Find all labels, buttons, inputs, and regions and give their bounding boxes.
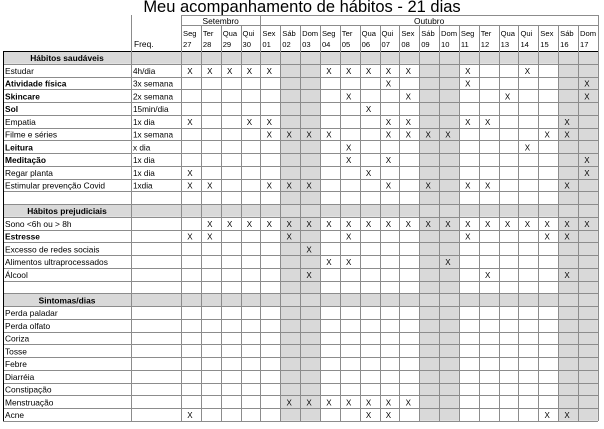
- day-weekday-label: Qua: [222, 29, 238, 38]
- check-mark: X: [246, 66, 253, 76]
- check-mark: X: [564, 270, 570, 280]
- frequency-value: 15min/dia: [133, 105, 169, 115]
- check-mark: X: [385, 79, 392, 89]
- check-mark: X: [187, 181, 193, 191]
- habit-label: Estudar: [5, 65, 34, 76]
- day-weekday-label: Seg: [321, 29, 336, 38]
- check-mark: X: [286, 232, 292, 242]
- check-mark: X: [485, 270, 491, 280]
- check-mark: X: [524, 219, 531, 229]
- check-mark: X: [385, 181, 392, 191]
- check-mark: X: [385, 117, 392, 127]
- day-number-label: 01: [262, 40, 271, 49]
- habit-label: Sol: [5, 104, 19, 115]
- day-number-label: 09: [421, 40, 430, 49]
- check-mark: X: [187, 117, 193, 127]
- day-number-label: 13: [500, 40, 510, 49]
- check-mark: X: [346, 156, 352, 166]
- check-mark: X: [584, 168, 590, 178]
- check-mark: X: [266, 117, 272, 127]
- check-mark: X: [445, 219, 451, 229]
- check-mark: X: [246, 219, 253, 229]
- habit-label: Regar planta: [5, 167, 53, 178]
- check-mark: X: [326, 398, 332, 408]
- day-weekday-label: Sex: [540, 29, 554, 38]
- day-weekday-label: Seg: [460, 29, 475, 38]
- day-number-label: 15: [540, 40, 549, 49]
- day-number-label: 29: [222, 40, 232, 49]
- check-mark: X: [346, 232, 352, 242]
- check-mark: X: [365, 411, 372, 421]
- check-mark: X: [544, 232, 550, 242]
- check-mark: X: [187, 66, 193, 76]
- day-weekday-label: Sáb: [421, 29, 435, 38]
- check-mark: X: [465, 79, 471, 89]
- check-mark: X: [286, 130, 292, 140]
- check-mark: X: [306, 245, 312, 255]
- habit-label: Excesso de redes sociais: [5, 244, 100, 255]
- check-mark: X: [405, 66, 411, 76]
- section-header: Hábitos prejudiciais: [27, 206, 107, 217]
- day-weekday-label: Seg: [183, 29, 197, 38]
- weekend-column: [419, 51, 439, 421]
- check-mark: X: [544, 130, 550, 140]
- day-number-label: 06: [361, 40, 371, 49]
- check-mark: X: [564, 232, 570, 242]
- sheet-title: Meu acompanhamento de hábitos - 21 dias: [143, 0, 461, 16]
- check-mark: X: [266, 130, 272, 140]
- check-mark: X: [187, 232, 193, 242]
- day-number-label: 17: [580, 40, 589, 49]
- habit-label: Diarréia: [5, 371, 35, 382]
- day-weekday-label: Ter: [341, 29, 353, 38]
- habit-label: Acne: [5, 410, 25, 421]
- check-mark: X: [226, 66, 233, 76]
- habit-label: Atividade física: [5, 78, 67, 89]
- check-mark: X: [544, 411, 550, 421]
- habit-label: Meditação: [5, 155, 46, 166]
- check-mark: X: [306, 219, 312, 229]
- check-mark: X: [207, 219, 213, 229]
- check-mark: X: [564, 411, 570, 421]
- check-mark: X: [306, 398, 312, 408]
- check-mark: X: [286, 219, 292, 229]
- day-number-label: 16: [560, 40, 569, 49]
- habit-label: Tosse: [5, 346, 27, 357]
- check-mark: X: [564, 130, 570, 140]
- day-weekday-label: Qua: [361, 29, 377, 38]
- section-header: Hábitos saudáveis: [30, 53, 104, 64]
- check-mark: X: [524, 143, 531, 153]
- day-weekday-label: Ter: [202, 29, 214, 38]
- day-number-label: 05: [341, 40, 351, 49]
- check-mark: X: [385, 156, 392, 166]
- weekend-column: [578, 51, 598, 421]
- day-weekday-label: Ter: [480, 29, 492, 38]
- habit-label: Perda olfato: [5, 320, 51, 331]
- check-mark: X: [346, 398, 352, 408]
- check-mark: X: [346, 66, 352, 76]
- check-mark: X: [564, 117, 570, 127]
- frequency-value: 3x semana: [133, 79, 174, 89]
- frequency-value: 1x dia: [133, 156, 155, 166]
- frequency-value: 1x dia: [133, 117, 155, 127]
- habit-label: Estresse: [5, 231, 40, 242]
- check-mark: X: [465, 117, 471, 127]
- day-number-label: 03: [302, 40, 311, 49]
- day-number-label: 04: [321, 40, 331, 49]
- day-weekday-label: Dom: [441, 29, 458, 38]
- check-mark: X: [306, 181, 312, 191]
- check-mark: X: [544, 219, 550, 229]
- weekend-column: [300, 51, 320, 421]
- check-mark: X: [207, 232, 213, 242]
- check-mark: X: [385, 398, 392, 408]
- check-mark: X: [385, 130, 392, 140]
- check-mark: X: [226, 219, 233, 229]
- check-mark: X: [365, 168, 372, 178]
- check-mark: X: [405, 398, 411, 408]
- check-mark: X: [465, 232, 471, 242]
- check-mark: X: [286, 398, 292, 408]
- check-mark: X: [306, 130, 312, 140]
- habit-label: Febre: [5, 359, 27, 370]
- habit-tracker-grid: [0, 15, 600, 428]
- check-mark: X: [326, 66, 332, 76]
- check-mark: X: [346, 92, 352, 102]
- check-mark: X: [405, 117, 411, 127]
- month-label-outubro: Outubro: [413, 16, 445, 26]
- day-number-label: 10: [441, 40, 450, 49]
- check-mark: X: [584, 156, 590, 166]
- day-number-label: 11: [460, 40, 469, 49]
- day-weekday-label: Qui: [520, 29, 533, 38]
- check-mark: X: [346, 258, 352, 268]
- check-mark: X: [465, 66, 471, 76]
- day-weekday-label: Sáb: [560, 29, 574, 38]
- check-mark: X: [266, 181, 272, 191]
- habit-label: Álcool: [5, 269, 28, 280]
- check-mark: X: [485, 219, 491, 229]
- check-mark: X: [246, 117, 253, 127]
- day-weekday-label: Dom: [580, 29, 597, 38]
- day-weekday-label: Qui: [242, 29, 255, 38]
- check-mark: X: [207, 66, 213, 76]
- day-number-label: 02: [282, 40, 291, 49]
- check-mark: X: [326, 219, 332, 229]
- day-number-label: 14: [520, 40, 529, 49]
- check-mark: X: [385, 66, 392, 76]
- habit-label: Constipação: [5, 384, 52, 395]
- habit-label: Filme e séries: [5, 129, 58, 140]
- check-mark: X: [365, 66, 372, 76]
- check-mark: X: [425, 130, 431, 140]
- section-header: Sintomas/dias: [38, 295, 96, 306]
- habit-label: Coriza: [5, 333, 30, 344]
- frequency-value: 1x dia: [133, 168, 155, 178]
- check-mark: X: [306, 270, 312, 280]
- check-mark: X: [425, 181, 431, 191]
- check-mark: X: [286, 181, 292, 191]
- day-number-label: 28: [202, 40, 212, 49]
- check-mark: X: [584, 79, 590, 89]
- check-mark: X: [365, 105, 372, 115]
- day-weekday-label: Sex: [262, 29, 276, 38]
- day-weekday-label: Sex: [401, 29, 415, 38]
- check-mark: X: [346, 143, 352, 153]
- habit-label: Leitura: [5, 142, 33, 153]
- check-mark: X: [326, 130, 332, 140]
- check-mark: X: [266, 219, 272, 229]
- check-mark: X: [405, 219, 411, 229]
- frequency-value: 1xdia: [133, 181, 153, 191]
- habit-label: Menstruação: [5, 397, 54, 408]
- check-mark: X: [564, 219, 570, 229]
- check-mark: X: [465, 219, 471, 229]
- day-weekday-label: Qua: [500, 29, 515, 38]
- check-mark: X: [524, 66, 531, 76]
- day-number-label: 07: [381, 40, 390, 49]
- check-mark: X: [405, 130, 411, 140]
- check-mark: X: [485, 117, 491, 127]
- day-number-label: 30: [242, 40, 252, 49]
- check-mark: X: [365, 219, 372, 229]
- day-number-label: 08: [401, 40, 410, 49]
- check-mark: X: [326, 258, 332, 268]
- habit-label: Sono <6h ou > 8h: [5, 218, 72, 229]
- check-mark: X: [425, 219, 431, 229]
- check-mark: X: [564, 181, 570, 191]
- frequency-value: 1x semana: [133, 130, 174, 140]
- habit-label: Perda paladar: [5, 308, 58, 319]
- check-mark: X: [405, 92, 411, 102]
- frequency-value: x dia: [133, 143, 151, 153]
- frequency-value: 2x semana: [133, 92, 174, 102]
- check-mark: X: [504, 219, 511, 229]
- check-mark: X: [584, 92, 590, 102]
- check-mark: X: [465, 181, 471, 191]
- check-mark: X: [504, 92, 511, 102]
- check-mark: X: [385, 219, 392, 229]
- check-mark: X: [365, 398, 372, 408]
- habit-label: Alimentos ultraprocessados: [5, 257, 108, 268]
- frequency-value: 4h/dia: [133, 66, 156, 76]
- habit-label: Skincare: [5, 91, 40, 102]
- day-number-label: 27: [183, 40, 192, 49]
- check-mark: X: [584, 219, 590, 229]
- day-number-label: 12: [480, 40, 490, 49]
- day-weekday-label: Dom: [302, 29, 319, 38]
- check-mark: X: [485, 181, 491, 191]
- check-mark: X: [445, 258, 451, 268]
- check-mark: X: [445, 130, 451, 140]
- check-mark: X: [187, 168, 193, 178]
- check-mark: X: [207, 181, 213, 191]
- habit-label: Empatia: [5, 116, 36, 127]
- check-mark: X: [346, 219, 352, 229]
- month-label-setembro: Setembro: [202, 16, 239, 26]
- weekend-column: [439, 51, 459, 421]
- check-mark: X: [385, 411, 392, 421]
- habit-label: Estimular prevenção Covid: [5, 180, 106, 191]
- check-mark: X: [266, 66, 272, 76]
- day-weekday-label: Qui: [381, 29, 394, 38]
- check-mark: X: [187, 411, 193, 421]
- freq-header: Freq.: [134, 39, 154, 49]
- day-weekday-label: Sáb: [282, 29, 296, 38]
